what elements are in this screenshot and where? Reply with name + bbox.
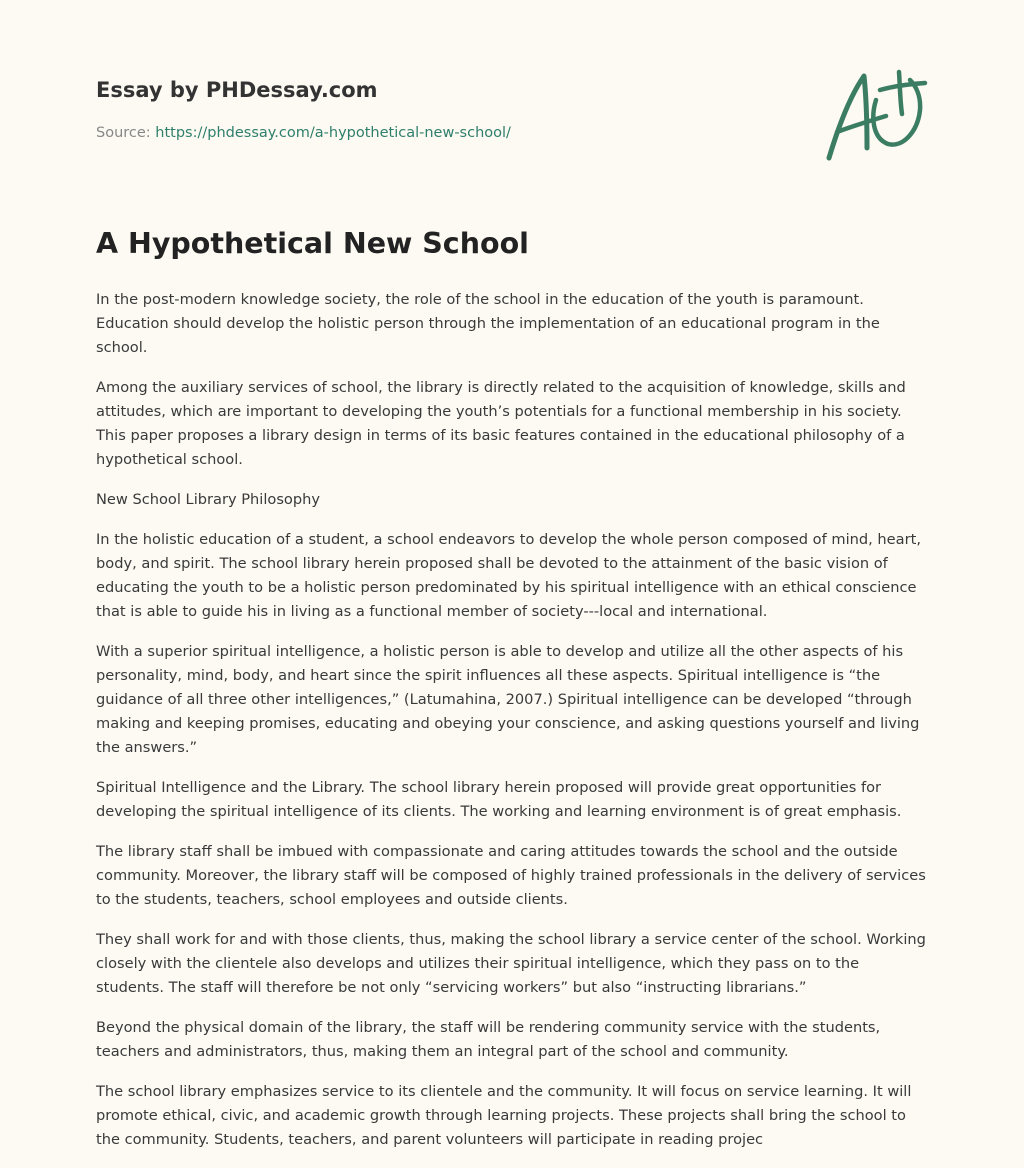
essay-title: A Hypothetical New School (96, 227, 529, 260)
source-label: Source: (96, 125, 156, 141)
source-line (96, 123, 928, 143)
essay-paragraph: Beyond the physical domain of the library, the staff will be rendering community service with the students, teachers and administrators, thus, making them an integral part of the school and community. (96, 1019, 881, 1060)
essay-body (96, 222, 931, 1168)
site-brand: Essay by PHDessay.com (96, 78, 378, 102)
essay-header (96, 75, 928, 143)
essay-paragraph: In the holistic education of a student, a school endeavors to develop the whole person composed of mind, heart, body, and spirit. The school library herein proposed shall be devoted to the attainment of the basic vision of educating the youth to be a holistic person predominated by his spiritual intelligence with an ethical conscience that is able to guide his in living as a functional member of society---local and international. (96, 531, 921, 620)
essay-paragraph: Spiritual Intelligence and the Library. The school library herein proposed will provide great opportunities for developing the spiritual intelligence of its clients. The working and learning environment is of great emphasis. (96, 779, 902, 820)
essay-paragraph: The school library emphasizes service to its clientele and the community. It will focus on service learning. It will promote ethical, civic, and academic growth through learning projects. These projects shall bring the school to the community. Students, teachers, and parent volunteers will participate in reading projec (96, 1083, 912, 1148)
a-plus-grade-icon (820, 66, 930, 166)
essay-paragraph: With a superior spiritual intelligence, a holistic person is able to develop and utilize all the other aspects of his personality, mind, body, and heart since the spirit influences all these aspects. Spiritual intelligence is “the guidance of all three other intelligences,” (Latumahina, 2007.) Spiritual intelligence can be developed “through making and keeping promises, educating and obeying your conscience, and asking questions yourself and living the answers.” (96, 643, 920, 756)
section-heading: New School Library Philosophy (96, 491, 320, 508)
essay-paragraph: In the post-modern knowledge society, the role of the school in the education of the youth is paramount. Education should develop the holistic person through the implementation of an educational program in the school. (96, 291, 880, 356)
essay-paragraph: The library staff shall be imbued with compassionate and caring attitudes towards the school and the outside community. Moreover, the library staff will be composed of highly trained professionals in the delivery of services to the students, teachers, school employees and outside clients. (96, 843, 926, 908)
essay-paragraph: Among the auxiliary services of school, the library is directly related to the acquisition of knowledge, skills and attitudes, which are important to developing the youth’s potentials for a functional membership in his society. This paper proposes a library design in terms of its basic features contained in the educational philosophy of a hypothetical school. (96, 379, 906, 468)
source-link[interactable]: https://phdessay.com/a-hypothetical-new-school/ (155, 125, 511, 141)
essay-paragraph: They shall work for and with those clients, thus, making the school library a service center of the school. Working closely with the clientele also develops and utilizes their spiritual intelligence, which they pass on to the students. The staff will therefore be not only “servicing workers” but also “instructing librarians.” (96, 931, 926, 996)
